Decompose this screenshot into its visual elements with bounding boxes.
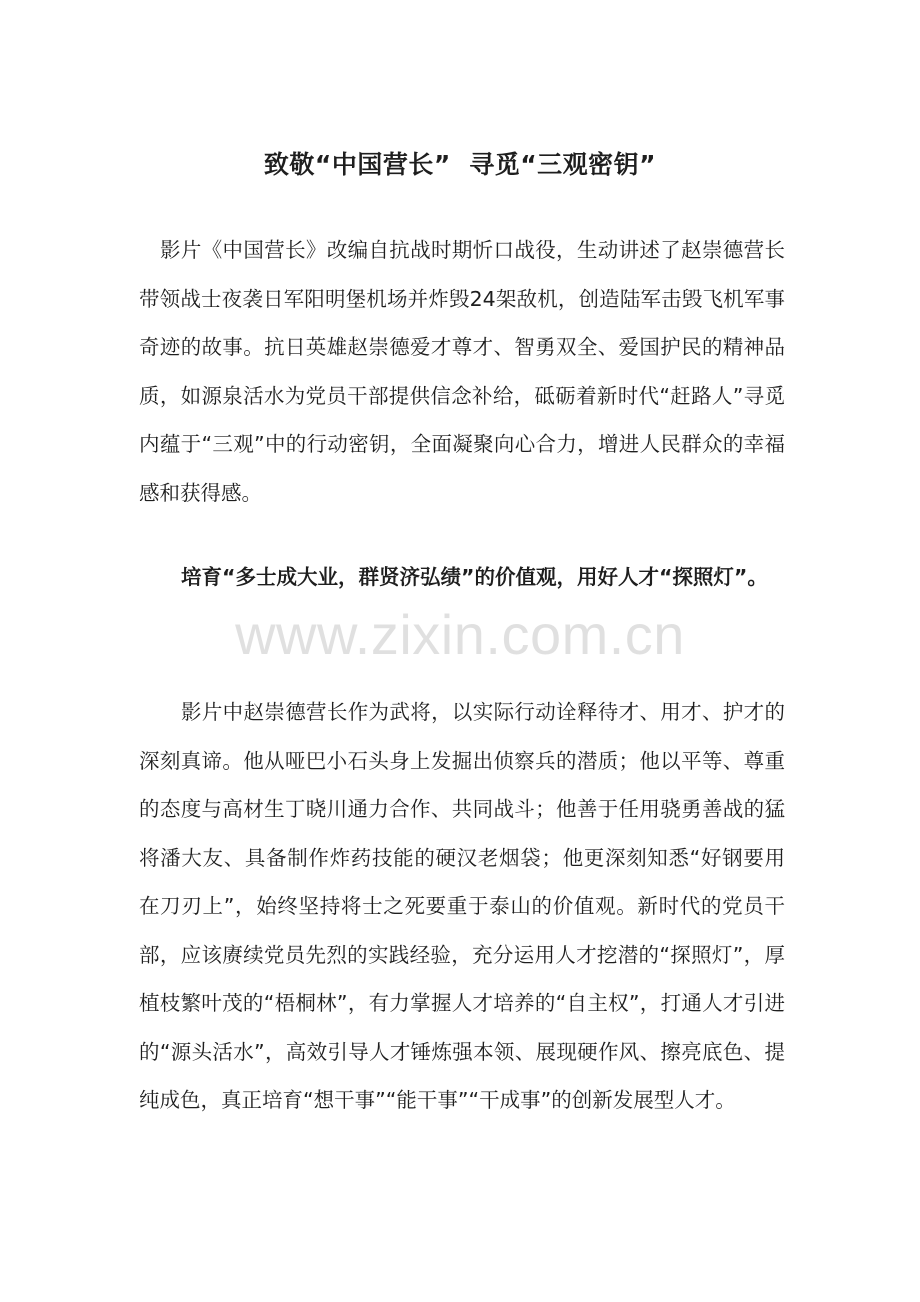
body-paragraph: 影片中赵崇德营长作为武将，以实际行动诠释待才、用才、护才的深刻真谛。他从哑巴小石头身上发掘出侦察兵的潜质；他以平等、尊重的态度与高材生丁晓川通力合作、共同战斗；他善于任用骁勇善战的猛将潘大友、具备制作炸药技能的硬汉老烟袋；他更深刻知悉“好钢要用在刀刃上”，始终坚持将士之死要重于泰山的价值观。新时代的党员干部，应该赓续党员先烈的实践经验，充分运用人才挖潜的“探照灯”，厚植枝繁叶茂的“梧桐林”，有力掌握人才培养的“自主权”，打通人才引进的“源头活水”，高效引导人才锤炼强本领、展现硬作风、擦亮底色、提纯成色，真正培育“想干事”“能干事”“干成事”的创新发展型人才。 [139,700,785,1112]
intro-paragraph: 影片《中国营长》改编自抗战时期忻口战役，生动讲述了赵崇德营长带领战士夜袭日军阳明堡机场并炸毁24架敌机，创造陆军击毁飞机军事奇迹的故事。抗日英雄赵崇德爱才尊才、智勇双全、爱国护民的精神品质，如源泉活水为党员干部提供信念补给，砥砺着新时代“赶路人”寻觅内蕴于“三观”中的行动密钥，全面凝聚向心合力，增进人民群众的幸福感和获得感。 [139,238,785,505]
section-heading: 培育“多士成大业，群贤济弘绩”的价值观，用好人才“探照灯”。 [181,565,768,589]
document-title: 致敬“中国营长” 寻觅“三观密钥” [263,150,657,179]
watermark: www.zixin.com.cn [235,603,685,666]
